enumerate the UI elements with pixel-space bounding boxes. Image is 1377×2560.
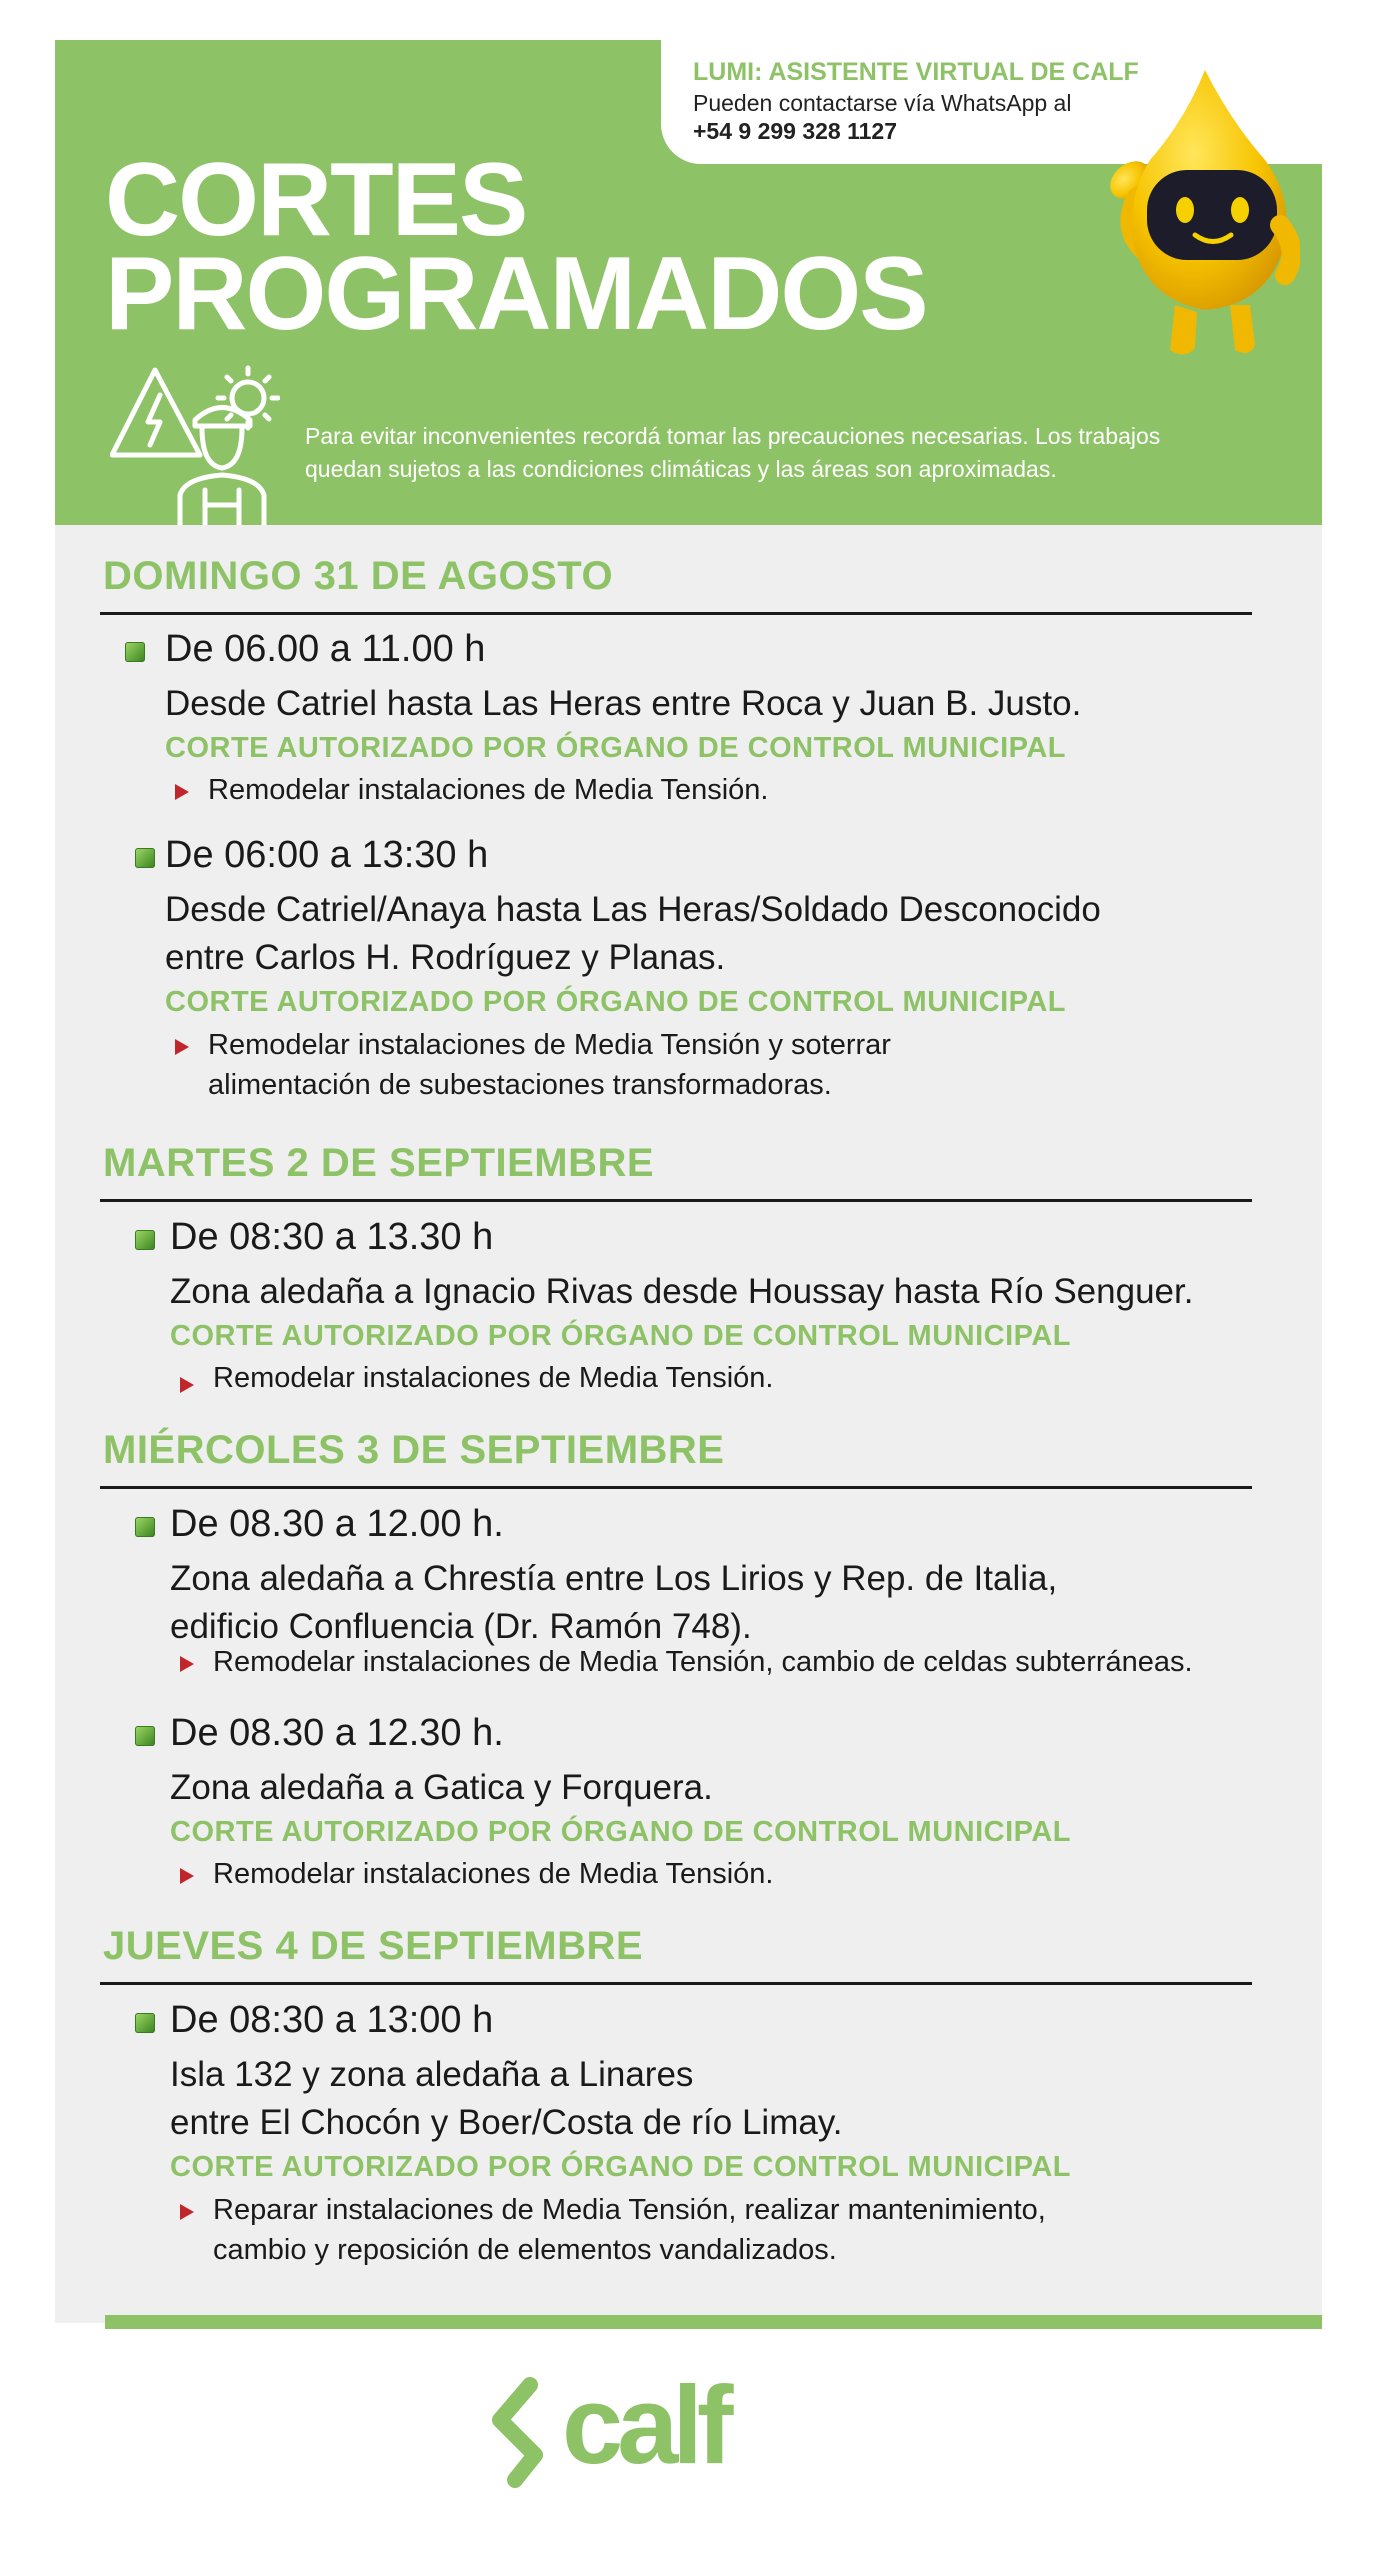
desc-line: edificio Confluencia (Dr. Ramón 748). [170, 1607, 752, 1646]
auth-label: CORTE AUTORIZADO POR ÓRGANO DE CONTROL MUNICIPAL [170, 2151, 1071, 2183]
schedule-time: De 08:30 a 13.30 h [170, 1216, 494, 1258]
desc-line: Zona aledaña a Ignacio Rivas desde Houssay hasta Río Senguer. [170, 1272, 1194, 1311]
task-line: Remodelar instalaciones de Media Tensión. [213, 1362, 774, 1394]
desc-line: Zona aledaña a Gatica y Forquera. [170, 1768, 713, 1807]
arrow-icon [180, 1656, 194, 1672]
auth-label: CORTE AUTORIZADO POR ÓRGANO DE CONTROL MUNICIPAL [165, 732, 1066, 764]
mascot-icon [1055, 50, 1300, 370]
task-text [208, 1025, 891, 1105]
intro-line-1: Para evitar inconvenientes recordá tomar las precauciones necesarias. Los trabajos [305, 423, 1161, 449]
task-text [213, 1642, 1193, 1682]
desc-line: Isla 132 y zona aledaña a Linares [170, 2055, 694, 2094]
title-line-2: PROGRAMADOS [105, 236, 927, 352]
header-banner [55, 40, 1322, 525]
divider [100, 1199, 1252, 1202]
desc-line: Desde Catriel/Anaya hasta Las Heras/Soldado Desconocido [165, 890, 1101, 929]
bullet-icon [135, 1517, 155, 1537]
worker-warning-icon [110, 360, 280, 525]
bullet-icon [135, 1230, 155, 1250]
bullet-icon [135, 2013, 155, 2033]
logo-text: calf [562, 2370, 728, 2487]
day-title: MIÉRCOLES 3 DE SEPTIEMBRE [103, 1428, 725, 1472]
task-line: Remodelar instalaciones de Media Tensión y soterrar [208, 1029, 891, 1061]
task-text [213, 1358, 773, 1398]
schedule-desc [170, 2051, 842, 2147]
intro-text [305, 420, 1285, 486]
task-line: cambio y reposición de elementos vandalizados. [213, 2234, 837, 2266]
bullet-icon [125, 642, 145, 662]
auth-label: CORTE AUTORIZADO POR ÓRGANO DE CONTROL MUNICIPAL [170, 1816, 1071, 1848]
divider [100, 612, 1252, 615]
schedule-time: De 06:00 a 13:30 h [165, 834, 489, 876]
desc-line: entre Carlos H. Rodríguez y Planas. [165, 938, 726, 977]
auth-label: CORTE AUTORIZADO POR ÓRGANO DE CONTROL MUNICIPAL [165, 986, 1066, 1018]
task-line: Remodelar instalaciones de Media Tensión. [213, 1858, 774, 1890]
auth-label: CORTE AUTORIZADO POR ÓRGANO DE CONTROL MUNICIPAL [170, 1320, 1071, 1352]
bullet-icon [135, 848, 155, 868]
desc-line: Desde Catriel hasta Las Heras entre Roca y Juan B. Justo. [165, 684, 1082, 723]
schedule-card [55, 40, 1322, 2323]
page-title [105, 142, 927, 352]
task-text [213, 1854, 773, 1894]
bullet-icon [135, 1726, 155, 1746]
lumi-title: LUMI: ASISTENTE VIRTUAL DE CALF [693, 58, 1139, 86]
task-line: Remodelar instalaciones de Media Tensión, cambio de celdas subterráneas. [213, 1646, 1193, 1678]
divider [100, 1982, 1252, 1985]
intro-line-2: quedan sujetos a las condiciones climáticas y las áreas son aproximadas. [305, 456, 1057, 482]
schedule-time: De 06.00 a 11.00 h [165, 628, 486, 670]
footer-bar [105, 2315, 1322, 2329]
task-text [208, 770, 768, 810]
task-line: Reparar instalaciones de Media Tensión, realizar mantenimiento, [213, 2194, 1046, 2226]
schedule-time: De 08.30 a 12.30 h. [170, 1712, 504, 1754]
lumi-phone[interactable]: +54 9 299 328 1127 [693, 118, 898, 144]
schedule-desc [170, 1764, 713, 1812]
arrow-icon [175, 1039, 189, 1055]
task-line: alimentación de subestaciones transformadoras. [208, 1069, 832, 1101]
schedule-desc [165, 886, 1101, 982]
day-title: DOMINGO 31 DE AGOSTO [103, 554, 614, 598]
title-line-1: CORTES [105, 142, 527, 258]
day-title: MARTES 2 DE SEPTIEMBRE [103, 1141, 655, 1185]
day-title: JUEVES 4 DE SEPTIEMBRE [103, 1924, 644, 1968]
arrow-icon [180, 1868, 194, 1884]
divider [100, 1486, 1252, 1489]
schedule-desc [170, 1555, 1057, 1651]
arrow-icon [175, 784, 189, 800]
schedule-time: De 08.30 a 12.00 h. [170, 1503, 504, 1545]
lumi-subtitle: Pueden contactarse vía WhatsApp al [693, 90, 1072, 116]
calf-logo-icon [490, 2370, 790, 2500]
task-text [213, 2190, 1046, 2270]
arrow-icon [180, 1377, 194, 1393]
schedule-time: De 08:30 a 13:00 h [170, 1999, 494, 2041]
desc-line: Zona aledaña a Chrestía entre Los Lirios y Rep. de Italia, [170, 1559, 1058, 1598]
schedule-desc [165, 680, 1081, 728]
desc-line: entre El Chocón y Boer/Costa de río Limay. [170, 2103, 843, 2142]
arrow-icon [180, 2204, 194, 2220]
task-line: Remodelar instalaciones de Media Tensión. [208, 774, 769, 806]
schedule-desc [170, 1268, 1193, 1316]
